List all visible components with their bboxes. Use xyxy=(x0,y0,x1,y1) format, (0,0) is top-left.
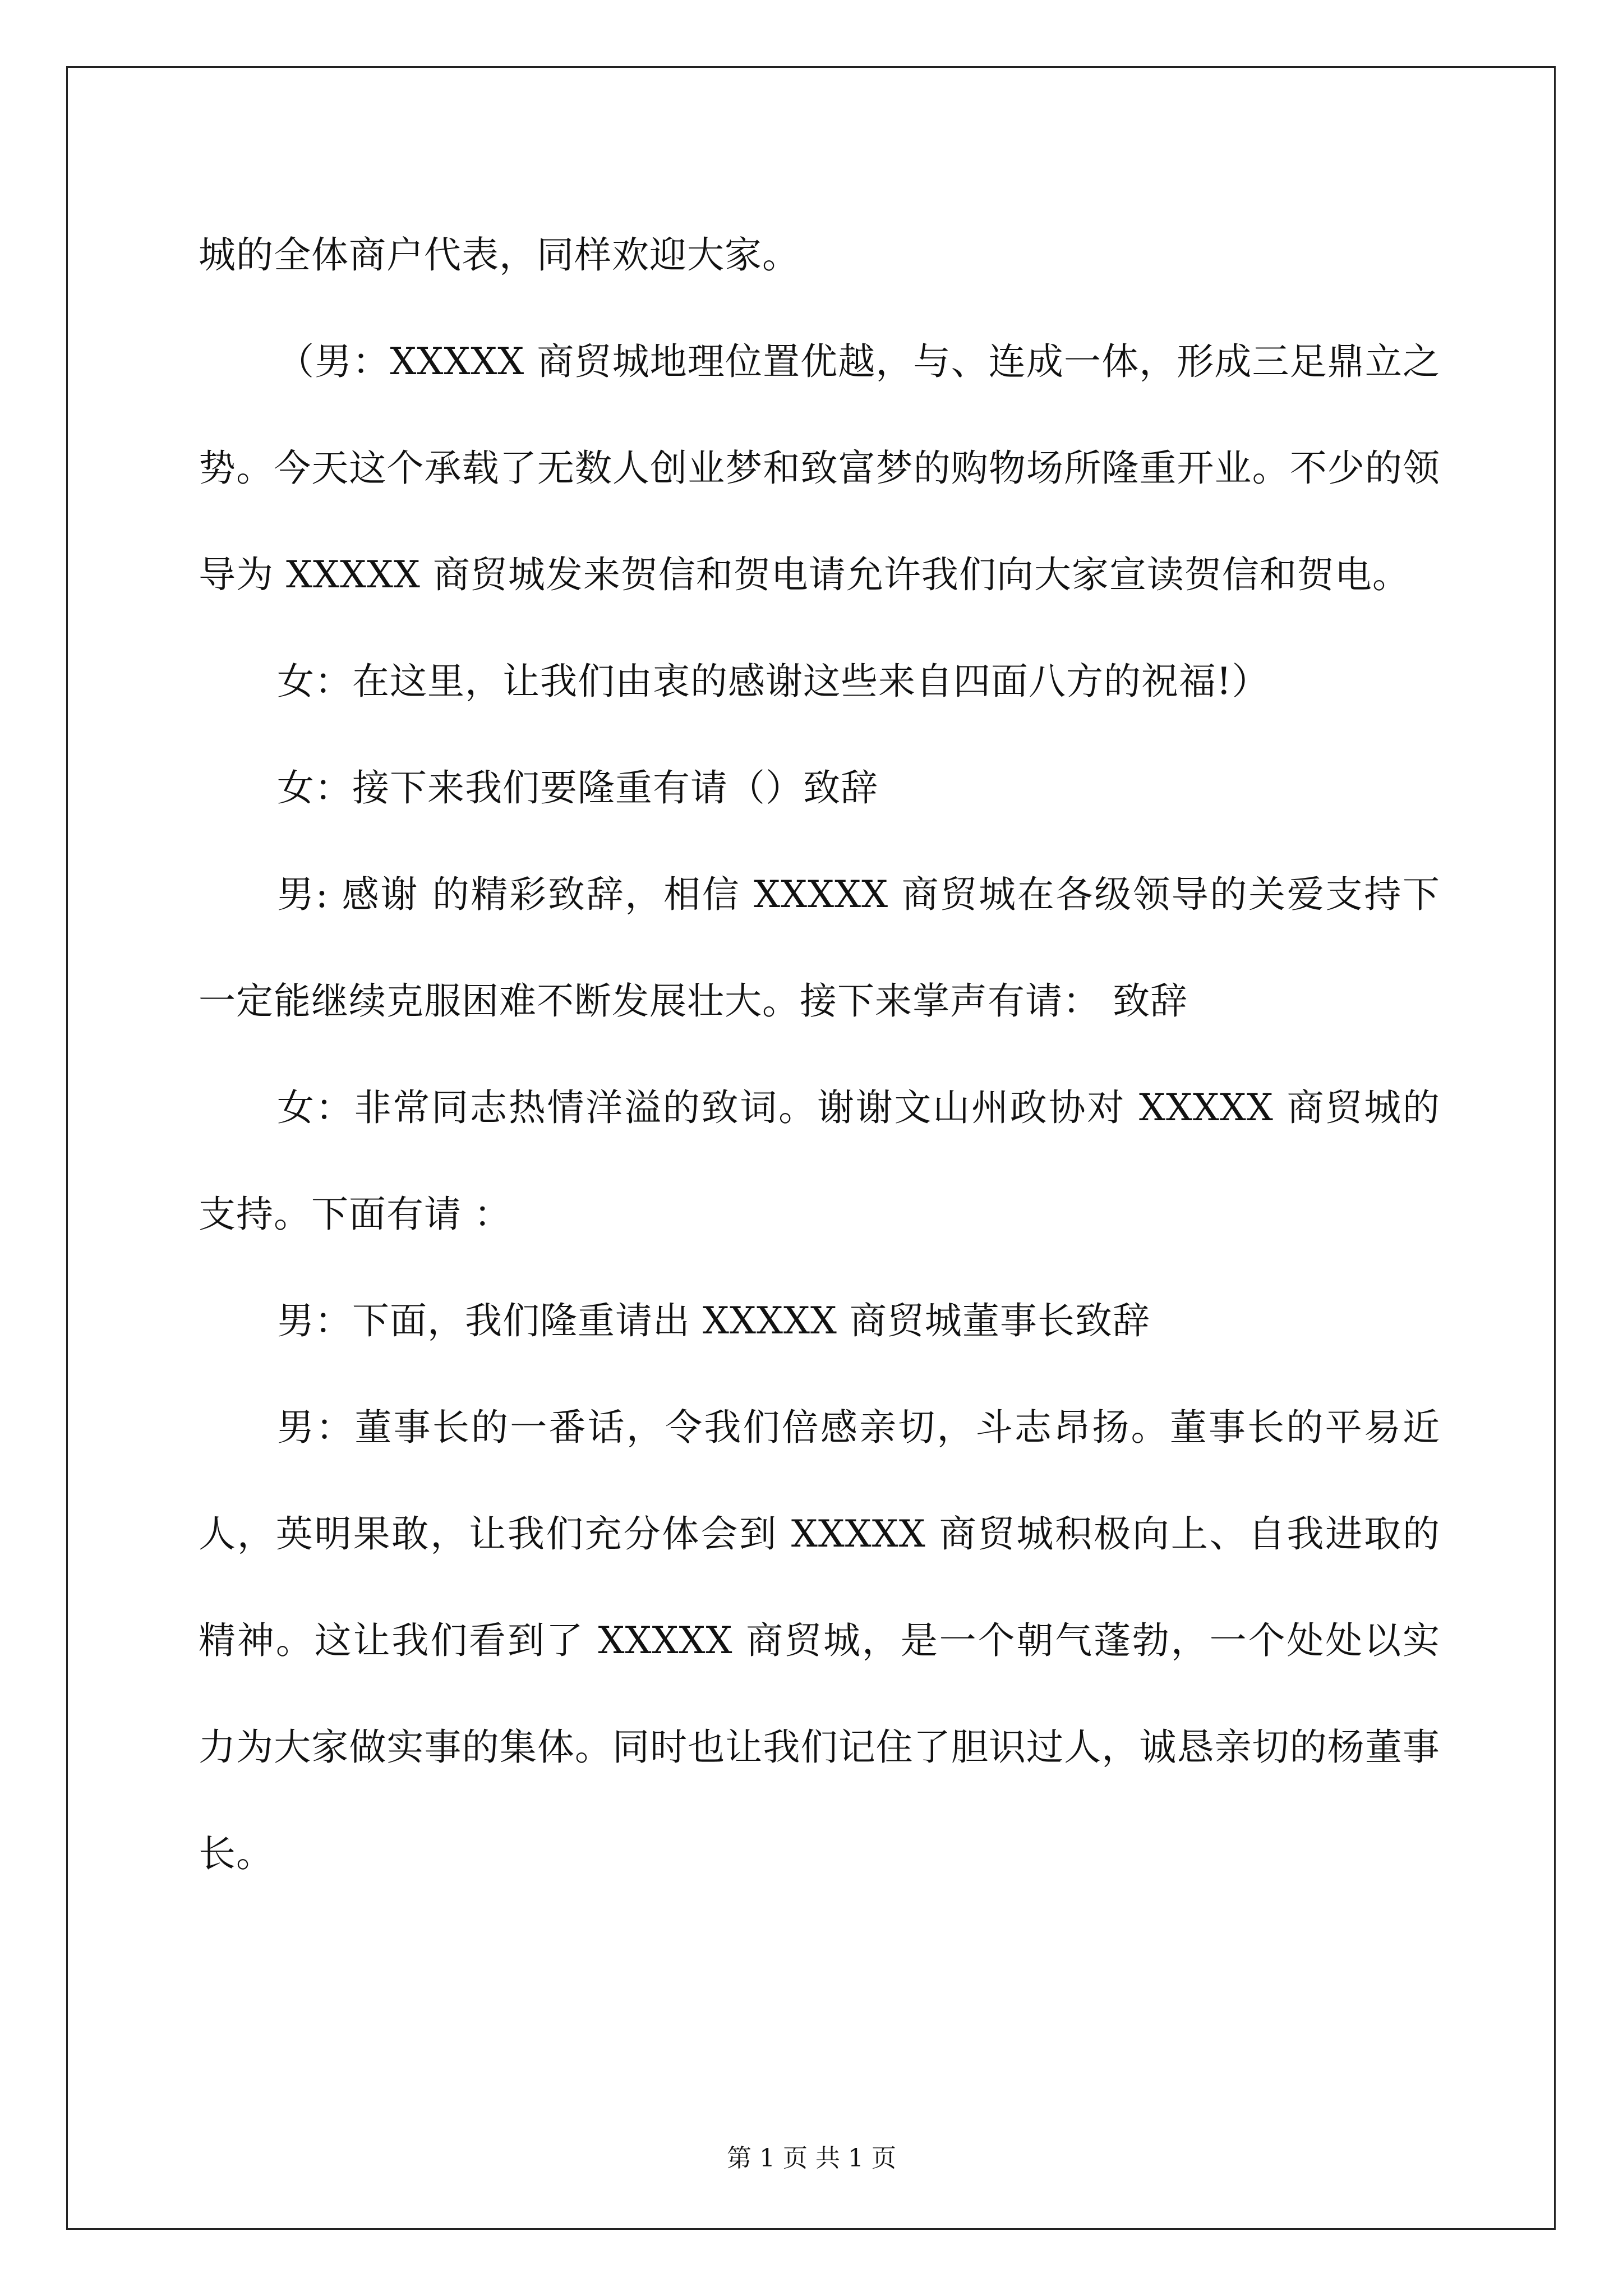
paragraph-4: 女：接下来我们要隆重有请（）致辞 xyxy=(277,766,878,809)
paragraph-3: 女：在这里，让我们由衷的感谢这些来自四面八方的祝福!） xyxy=(277,660,1270,703)
paragraph-8: 男：董事长的一番话，令我们倍感亲切，斗志昂扬。董事长的平易近人，英明果敢，让我们充分体会到 XXXXX 商贸城积极向上、自我进取的精神。这让我们看到了 XXXXX 商贸城，是一个朝气蓬勃，一个处处以实力为大家做实事的集体。同时也让我们记住了胆识过人，诚恳亲切的杨董事长。 xyxy=(199,1406,1440,1875)
document-body xyxy=(199,202,1440,1907)
paragraph-1: 城的全体商户代表，同样欢迎大家。 xyxy=(199,233,800,277)
page-footer: 第 1 页 共 1 页 xyxy=(727,2144,896,2173)
paragraph-6: 女：非常同志热情洋溢的致词。谢谢文山州政协对 XXXXX 商贸城的支持。下面有请 ： xyxy=(199,1086,1440,1236)
paragraph-7: 男：下面，我们隆重请出 XXXXX 商贸城董事长致辞 xyxy=(277,1299,1150,1342)
paragraph-5: 男: 感谢 的精彩致辞，相信 XXXXX 商贸城在各级领导的关爱支持下一定能继续克服困难不断发展壮大。接下来掌声有请： 致辞 xyxy=(199,873,1440,1023)
paragraph-2: （男：XXXXX 商贸城地理位置优越，与、连成一体，形成三足鼎立之势。今天这个承载了无数人创业梦和致富梦的购物场所隆重开业。不少的领导为 XXXXX 商贸城发来贺信和贺电请允许我们向大家宣读贺信和贺电。 xyxy=(199,340,1440,596)
